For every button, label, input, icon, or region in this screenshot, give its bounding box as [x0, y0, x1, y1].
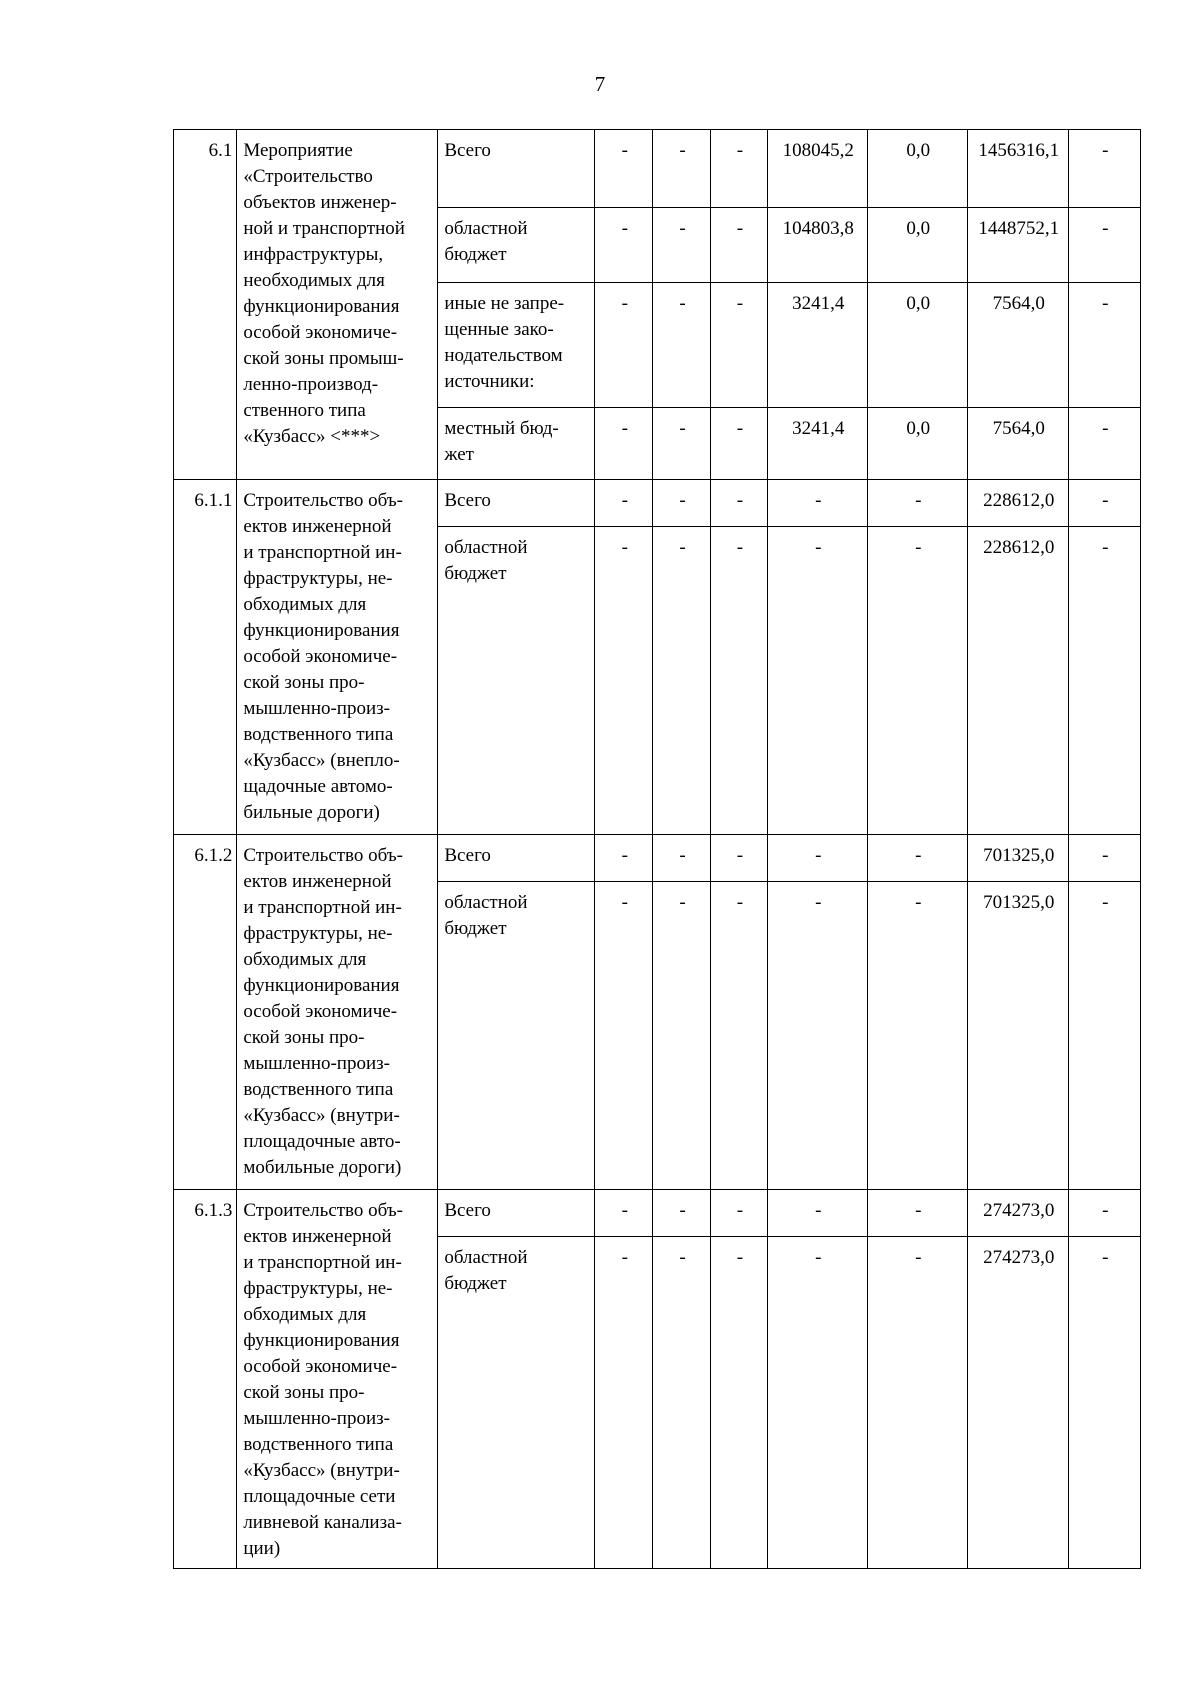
funding-source-line: областной — [444, 537, 528, 558]
funding-source-line: Всего — [444, 845, 491, 866]
description-line: обходимых для — [243, 1304, 367, 1325]
funding-source — [438, 835, 595, 882]
description-line: функционирования — [243, 620, 400, 641]
funding-source — [438, 408, 595, 480]
value-col-5: 0,0 — [867, 408, 968, 480]
description-line: и транспортной ин- — [243, 1252, 402, 1273]
funding-source-line: Всего — [444, 140, 491, 161]
value-col-1: - — [595, 1190, 653, 1237]
value-col-4: 3241,4 — [768, 408, 868, 480]
description-line: мышленно-произ- — [243, 1053, 390, 1074]
value-col-7: - — [1068, 527, 1140, 835]
row-code: 6.1.3 — [174, 1190, 237, 1569]
page-number: 7 — [594, 72, 606, 96]
value-col-7: - — [1068, 283, 1140, 408]
description-line: площадочные сети — [243, 1486, 396, 1507]
funding-source-line: областной — [444, 1247, 528, 1268]
value-col-2: - — [653, 408, 710, 480]
value-col-3: - — [710, 208, 767, 283]
value-col-1: - — [595, 882, 653, 1190]
value-col-1: - — [595, 1237, 653, 1569]
value-col-2: - — [653, 527, 710, 835]
value-col-2: - — [653, 283, 710, 408]
description-line: мышленно-произ- — [243, 1408, 390, 1429]
description-line: «Кузбасс» (внутри- — [243, 1460, 400, 1481]
description-line: ектов инженерной — [243, 516, 392, 537]
description-line: ской зоны промыш- — [243, 348, 404, 369]
funding-source — [438, 480, 595, 527]
row-code: 6.1.1 — [174, 480, 237, 835]
value-col-7: - — [1068, 480, 1140, 527]
value-col-5: 0,0 — [867, 208, 968, 283]
value-col-3: - — [710, 882, 767, 1190]
funding-source — [438, 1190, 595, 1237]
value-col-3: - — [710, 408, 767, 480]
value-col-2: - — [653, 130, 710, 208]
funding-source-line: областной — [444, 218, 528, 239]
table-row — [174, 480, 1141, 527]
value-col-4: - — [768, 835, 868, 882]
description-line: водственного типа — [243, 724, 394, 745]
description-line: и транспортной ин- — [243, 897, 402, 918]
description-line: Строительство объ- — [243, 490, 403, 511]
description-line: площадочные авто- — [243, 1131, 401, 1152]
value-col-4: - — [768, 882, 868, 1190]
value-col-5: - — [867, 527, 968, 835]
row-description — [237, 1190, 438, 1569]
value-col-7: - — [1068, 408, 1140, 480]
value-col-3: - — [710, 130, 767, 208]
description-line: «Кузбасс» (внутри- — [243, 1105, 400, 1126]
description-line: щадочные автомо- — [243, 776, 393, 797]
value-col-6: 7564,0 — [968, 283, 1069, 408]
value-col-2: - — [653, 208, 710, 283]
value-col-6: 701325,0 — [968, 835, 1069, 882]
description-line: «Строительство — [243, 166, 373, 187]
description-line: водственного типа — [243, 1434, 394, 1455]
value-col-6: 228612,0 — [968, 480, 1069, 527]
funding-source — [438, 527, 595, 835]
value-col-3: - — [710, 527, 767, 835]
description-line: ственного типа — [243, 400, 366, 421]
value-col-1: - — [595, 527, 653, 835]
value-col-3: - — [710, 1190, 767, 1237]
description-line: ектов инженерной — [243, 871, 392, 892]
value-col-4: - — [768, 480, 868, 527]
description-line: ной и транспортной — [243, 218, 405, 239]
value-col-6: 274273,0 — [968, 1190, 1069, 1237]
description-line: «Кузбасс» (внепло- — [243, 750, 400, 771]
row-description — [237, 130, 438, 480]
description-line: инфраструктуры, — [243, 244, 384, 265]
value-col-4: - — [768, 1190, 868, 1237]
description-line: ской зоны про- — [243, 1382, 365, 1403]
value-col-6: 7564,0 — [968, 408, 1069, 480]
description-line: особой экономиче- — [243, 1356, 398, 1377]
row-code: 6.1.2 — [174, 835, 237, 1190]
description-line: особой экономиче- — [243, 1001, 398, 1022]
description-line: фраструктуры, не- — [243, 568, 393, 589]
value-col-5: 0,0 — [867, 130, 968, 208]
value-col-7: - — [1068, 208, 1140, 283]
description-line: ливневой канализа- — [243, 1512, 402, 1533]
value-col-7: - — [1068, 130, 1140, 208]
value-col-3: - — [710, 283, 767, 408]
description-line: мобильные дороги) — [243, 1157, 402, 1178]
value-col-4: 108045,2 — [768, 130, 868, 208]
table-row — [174, 130, 1141, 208]
value-col-5: - — [867, 1190, 968, 1237]
value-col-1: - — [595, 208, 653, 283]
description-line: особой экономиче- — [243, 646, 398, 667]
description-line: фраструктуры, не- — [243, 1278, 393, 1299]
value-col-5: - — [867, 1237, 968, 1569]
value-col-1: - — [595, 408, 653, 480]
description-line: и транспортной ин- — [243, 542, 402, 563]
funding-source — [438, 283, 595, 408]
description-line: мышленно-произ- — [243, 698, 390, 719]
value-col-6: 1456316,1 — [968, 130, 1069, 208]
value-col-6: 228612,0 — [968, 527, 1069, 835]
funding-source — [438, 1237, 595, 1569]
description-line: обходимых для — [243, 594, 367, 615]
description-line: ленно-производ- — [243, 374, 379, 395]
table-row — [174, 1190, 1141, 1237]
funding-source-line: Всего — [444, 490, 491, 511]
funding-source-line: источники: — [444, 371, 535, 392]
description-line: ской зоны про- — [243, 1027, 365, 1048]
funding-source — [438, 208, 595, 283]
value-col-1: - — [595, 283, 653, 408]
description-line: необходимых для — [243, 270, 385, 291]
value-col-5: 0,0 — [867, 283, 968, 408]
value-col-7: - — [1068, 1190, 1140, 1237]
description-line: фраструктуры, не- — [243, 923, 393, 944]
funding-source-line: бюджет — [444, 563, 507, 584]
description-line: Мероприятие — [243, 140, 353, 161]
funding-source-line: щенные зако- — [444, 319, 554, 340]
funding-source-line: областной — [444, 892, 528, 913]
value-col-3: - — [710, 1237, 767, 1569]
funding-source — [438, 130, 595, 208]
value-col-5: - — [867, 882, 968, 1190]
value-col-2: - — [653, 835, 710, 882]
value-col-3: - — [710, 835, 767, 882]
value-col-7: - — [1068, 1237, 1140, 1569]
budget-table-body — [174, 130, 1141, 1569]
description-line: ской зоны про- — [243, 672, 365, 693]
row-description — [237, 835, 438, 1190]
value-col-2: - — [653, 1237, 710, 1569]
value-col-5: - — [867, 835, 968, 882]
value-col-1: - — [595, 130, 653, 208]
value-col-4: 104803,8 — [768, 208, 868, 283]
description-line: ции) — [243, 1538, 281, 1559]
value-col-7: - — [1068, 835, 1140, 882]
funding-source-line: местный бюд- — [444, 418, 559, 439]
description-line: функционирования — [243, 296, 400, 317]
funding-source-line: бюджет — [444, 1273, 507, 1294]
value-col-2: - — [653, 1190, 710, 1237]
value-col-6: 701325,0 — [968, 882, 1069, 1190]
value-col-6: 274273,0 — [968, 1237, 1069, 1569]
description-line: бильные дороги) — [243, 802, 380, 823]
description-line: объектов инженер- — [243, 192, 397, 213]
value-col-4: - — [768, 1237, 868, 1569]
funding-source-line: нодательством — [444, 345, 563, 366]
value-col-7: - — [1068, 882, 1140, 1190]
description-line: обходимых для — [243, 949, 367, 970]
value-col-1: - — [595, 835, 653, 882]
description-line: водственного типа — [243, 1079, 394, 1100]
value-col-4: - — [768, 527, 868, 835]
value-col-3: - — [710, 480, 767, 527]
funding-source-line: бюджет — [444, 244, 507, 265]
funding-source-line: бюджет — [444, 918, 507, 939]
description-line: функционирования — [243, 975, 400, 996]
funding-source — [438, 882, 595, 1190]
value-col-1: - — [595, 480, 653, 527]
description-line: функционирования — [243, 1330, 400, 1351]
budget-table — [173, 129, 1141, 1569]
table-row — [174, 835, 1141, 882]
description-line: «Кузбасс» <***> — [243, 426, 381, 447]
description-line: Строительство объ- — [243, 845, 403, 866]
description-line: ектов инженерной — [243, 1226, 392, 1247]
value-col-2: - — [653, 480, 710, 527]
value-col-4: 3241,4 — [768, 283, 868, 408]
description-line: Строительство объ- — [243, 1200, 403, 1221]
value-col-6: 1448752,1 — [968, 208, 1069, 283]
funding-source-line: Всего — [444, 1200, 491, 1221]
value-col-2: - — [653, 882, 710, 1190]
funding-source-line: жет — [444, 444, 474, 465]
row-description — [237, 480, 438, 835]
funding-source-line: иные не запре- — [444, 293, 565, 314]
row-code: 6.1 — [174, 130, 237, 480]
value-col-5: - — [867, 480, 968, 527]
description-line: особой экономиче- — [243, 322, 398, 343]
